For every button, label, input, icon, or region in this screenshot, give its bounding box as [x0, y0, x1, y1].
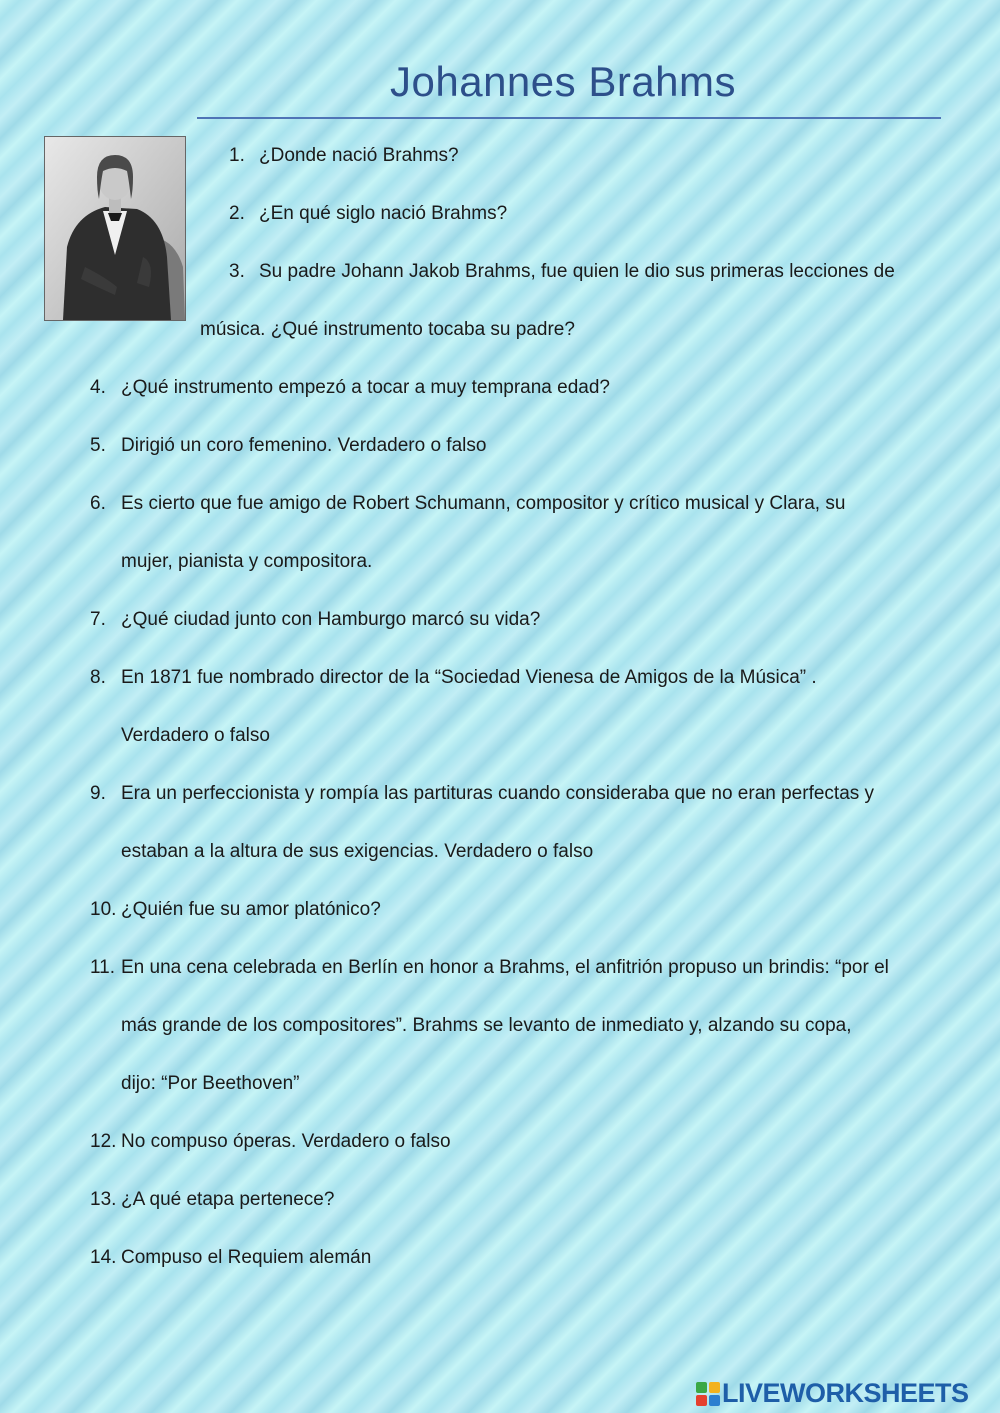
question-number: 6. [90, 493, 106, 514]
question-text: En 1871 fue nombrado director de la “Sociedad Vienesa de Amigos de la Música” . [121, 667, 817, 688]
portrait-photo [44, 136, 186, 321]
question-text: ¿A qué etapa pertenece? [121, 1189, 335, 1210]
question-text-continued: música. ¿Qué instrumento tocaba su padre? [200, 319, 575, 340]
question-number: 9. [90, 783, 106, 804]
question-number: 1. [229, 145, 245, 166]
question-text: Dirigió un coro femenino. Verdadero o falso [121, 435, 487, 456]
question-number: 8. [90, 667, 106, 688]
question-text-continued: Verdadero o falso [121, 725, 270, 746]
question-text: No compuso óperas. Verdadero o falso [121, 1131, 451, 1152]
question-number: 12. [90, 1131, 117, 1152]
question-number: 3. [229, 261, 245, 282]
question-text: ¿En qué siglo nació Brahms? [259, 203, 508, 224]
page-title: Johannes Brahms [390, 58, 737, 105]
question-text: ¿Quién fue su amor platónico? [121, 899, 381, 920]
question-number: 10. [90, 899, 117, 920]
question-text-continued: mujer, pianista y compositora. [121, 551, 373, 572]
question-text: ¿Qué instrumento empezó a tocar a muy temprana edad? [121, 377, 610, 398]
question-text: ¿Donde nació Brahms? [259, 145, 459, 166]
question-number: 2. [229, 203, 245, 224]
question-number: 7. [90, 609, 106, 630]
portrait-illustration [45, 137, 185, 320]
question-number: 13. [90, 1189, 117, 1210]
liveworksheets-grid-icon [696, 1382, 720, 1406]
question-text-continued: dijo: “Por Beethoven” [121, 1073, 300, 1094]
question-number: 11. [90, 957, 116, 978]
question-number: 4. [90, 377, 106, 398]
question-text: ¿Qué ciudad junto con Hamburgo marcó su vida? [121, 609, 541, 630]
brand-text: LIVEWORKSHEETS [722, 1378, 969, 1408]
question-text: Es cierto que fue amigo de Robert Schumann, compositor y crítico musical y Clara, su [121, 493, 846, 514]
question-text: Su padre Johann Jakob Brahms, fue quien le dio sus primeras lecciones de [259, 261, 895, 282]
question-number: 14. [90, 1247, 117, 1268]
question-text-continued: más grande de los compositores”. Brahms se levanto de inmediato y, alzando su copa, [121, 1015, 852, 1036]
question-text: Era un perfeccionista y rompía las partituras cuando consideraba que no eran perfectas y [121, 783, 875, 804]
question-number: 5. [90, 435, 106, 456]
question-text-continued: estaban a la altura de sus exigencias. Verdadero o falso [121, 841, 594, 862]
title-divider [197, 117, 941, 119]
question-text: Compuso el Requiem alemán [121, 1247, 372, 1268]
question-text: En una cena celebrada en Berlín en honor a Brahms, el anfitrión propuso un brindis: “por el [121, 957, 889, 978]
